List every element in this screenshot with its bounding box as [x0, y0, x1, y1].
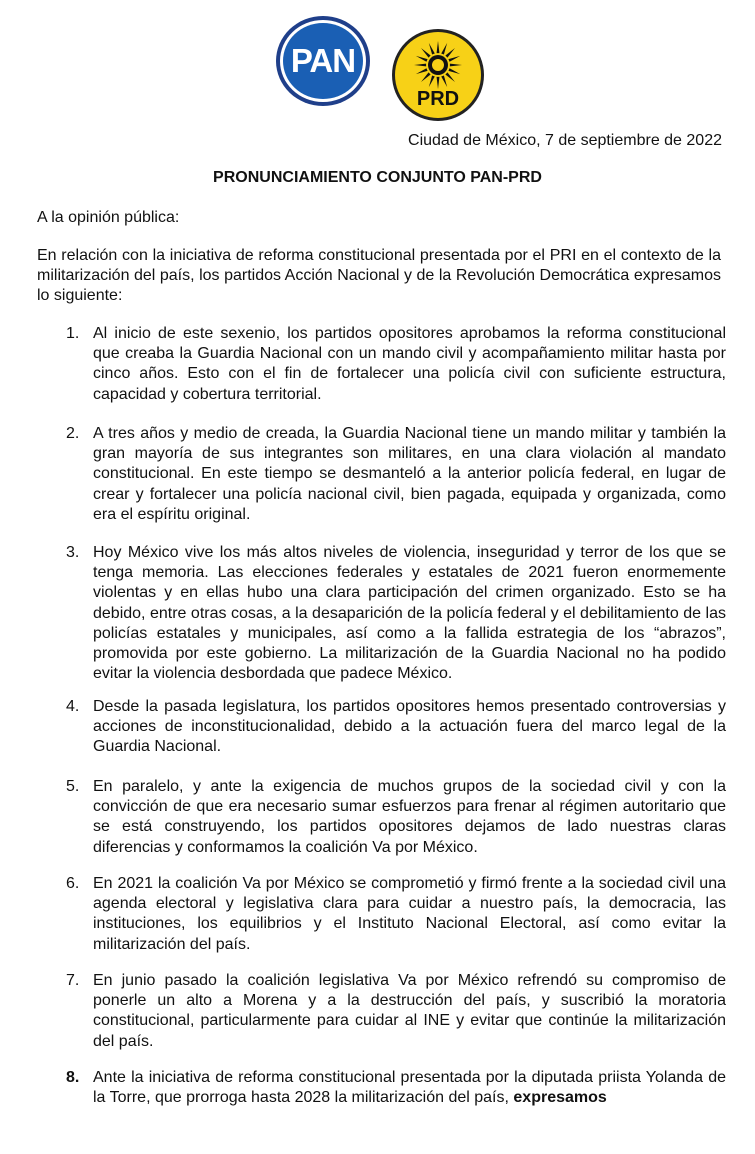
pan-logo: [275, 15, 371, 107]
sun-icon: [414, 41, 462, 89]
list-item-number: 7.: [66, 972, 80, 989]
list-item-text: En paralelo, y ante la exigencia de muchos grupos de la sociedad civil y con la convicción de que era necesario sumar esfuerzos para frenar al régimen autoritario que se está construyendo, los partidos opositores dejamos de lado nuestras claras diferencias y conformamos la coalición Va por México.: [93, 778, 726, 856]
greeting: A la opinión pública:: [37, 209, 180, 226]
list-item-number: 4.: [66, 698, 80, 715]
list-item-text: En junio pasado la coalición legislativa Va por México refrendó su compromiso de ponerle un alto a Morena y a la destrucción del país, y suscribió la moratoria constitucional, particularmente para cuidar al INE y evitar que continúe la militarización del país.: [93, 972, 726, 1050]
list-item-text: Hoy México vive los más altos niveles de violencia, inseguridad y terror de los que se tenga memoria. Las elecciones federales y estatales de 2021 fueron enormemente violentas y en ellas hubo una clara participación del crimen organizado. Esto se ha debido, entre otras cosas, a la desaparición de la policía federal y el debilitamiento de las policías estatales y municipales, así como a la fallida estrategia de los “abrazos”, promovida por este gobierno. La militarización de la Guardia Nacional no ha podido evitar la violencia desbordada que padece México.: [93, 544, 726, 683]
pan-logo-text: PAN: [290, 42, 356, 79]
list-item-text: Desde la pasada legislatura, los partidos opositores hemos presentado controversias y acciones de inconstitucionalidad, debido a la actuación fuera del marco legal de la Guardia Nacional.: [93, 698, 726, 756]
list-item-text: [93, 1068, 726, 1108]
document-title: PRONUNCIAMIENTO CONJUNTO PAN-PRD: [213, 169, 542, 186]
list-item: [66, 874, 726, 955]
list-item: [66, 424, 726, 525]
list-item-text-bold: expresamos: [513, 1089, 607, 1107]
list-item: [66, 324, 726, 405]
list-item-text: Al inicio de este sexenio, los partidos opositores aprobamos la reforma constitucional que creaba la Guardia Nacional con un mando civil y acompañamiento militar hasta por cinco años. Esto con el fin de fortalecer una policía civil con suficiente estructura, capacidad y cobertura territorial.: [93, 325, 726, 403]
list-item-number: 1.: [66, 325, 80, 342]
list-item-number: 8.: [66, 1069, 80, 1086]
intro-paragraph: En relación con la iniciativa de reforma constitucional presentada por el PRI en el contexto de la militarización del país, los partidos Acción Nacional y de la Revolución Democrática expresamos lo siguiente:: [37, 247, 721, 304]
list-item-number: 6.: [66, 875, 80, 892]
list-item: [66, 1068, 726, 1108]
list-item-number: 3.: [66, 544, 80, 561]
date-line: Ciudad de México, 7 de septiembre de 2022: [408, 132, 722, 149]
list-item: [66, 777, 726, 858]
list-item-text: En 2021 la coalición Va por México se comprometió y firmó frente a la sociedad civil una agenda electoral y legislativa clara para cuidar a nuestro país, la democracia, las instituciones, los equilibrios y el Instituto Nacional Electoral, así como evitar la militarización del país.: [93, 875, 726, 953]
prd-logo: [390, 27, 486, 123]
list-item-number: 2.: [66, 425, 80, 442]
list-item-text-regular: Ante la iniciativa de reforma constitucional presentada por la diputada priista Yolanda de la Torre, que prorroga hasta 2028 la militarización del país,: [93, 1069, 726, 1107]
list-item-text: A tres años y medio de creada, la Guardia Nacional tiene un mando militar y también la gran mayoría de sus integrantes son militares, en una clara violación al mandato constitucional. En este tiempo se desmanteló a la anterior policía federal, en lugar de crear y fortalecer una policía nacional civil, bien pagada, equipada y organizada, como era el espíritu original.: [93, 425, 726, 523]
list-item: [66, 971, 726, 1052]
list-item-number: 5.: [66, 778, 80, 795]
prd-logo-text: PRD: [416, 88, 460, 110]
list-item: [66, 697, 726, 758]
list-item: [66, 543, 726, 684]
party-logos: [275, 15, 490, 110]
